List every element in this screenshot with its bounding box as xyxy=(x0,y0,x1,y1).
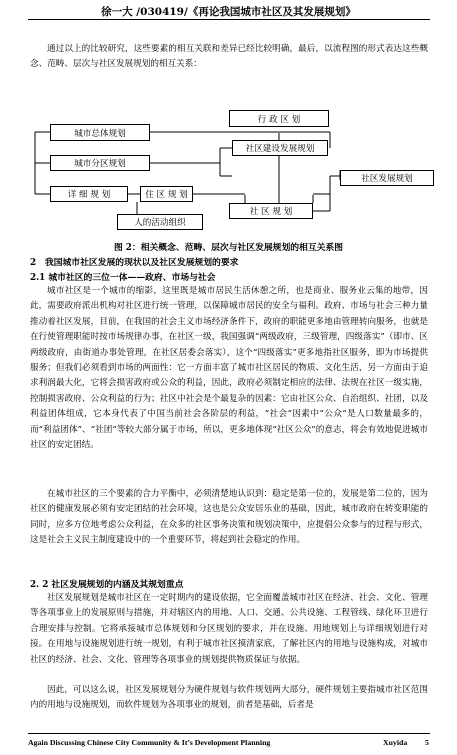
section-2-1-paragraph-1: 城市社区是一个城市的缩影，这里既是城市居民生活休憩之所，也是商业、服务业云集的地带，因此，需要政府派出机构对社区进行统一管理，以保障城市居民的安全与福利。政府、市场与社会三种力量推动着社区发展，目前，在我国的社会主义市场经济条件下，政府的职能更多地由管理转向服务，也就是在行使管理职能时按市场规律办事，在社区一级，我国强调“两级政府，三级管理，四级落实”（即市、区两级政府，由街道办事处管理，在社区居委会落实），这个“四级落实”更多地指社区服务，即为市场提供服务；但我们必须看到市场的两面性：它一方面丰富了城市社区居民的物质、文化生活，另一方面由于追求利润最大化，它将会损害政府或公众的利益，因此，政府必须制定相应的法律、法规在社区一级实施，控制损害政府、公众利益的行为；社区中社会是个最复杂的因素：它由社区公众、自治组织、社团，以及利益团体组成，它本身代表了中国当前社会各阶层的利益，“社会”因素中“公众”是人口数量最多的，而“利益团体”、“社团”等较大部分属于市场，所以，更多地体现“社区公众”的意志，将会有效地促进城市社区的安定团结。 xyxy=(30,286,428,451)
section-2-heading: 2 我国城市社区发展的现状以及社区发展规划的要求 xyxy=(30,258,239,268)
footer-rule xyxy=(28,733,430,734)
section-2-2-paragraph-2: 因此，可以这么说，社区发展规划分为硬件规划与软件规划两大部分，硬件规划主要指城市社区范围内的用地与设施规划，而软件规划为各项事业的规划，前者是基础，后者是 xyxy=(30,685,428,711)
community-building-plan-box: 社区建设发展规划 xyxy=(232,140,328,156)
admin-district-box: 行 政 区 划 xyxy=(229,110,329,127)
footer-author: Xuyida xyxy=(383,738,408,747)
page-header: 徐一大 /030419/《再论我国城市社区及其发展规划》 xyxy=(101,6,356,18)
section-2-2-paragraph-1: 社区发展规划是城市社区在一定时期内的建设依据，它全面覆盖城市社区在经济、社会、文化、管理等各项事业上的发展原则与措施，并对辖区内的用地、人口、交通、公共设施、工程管线、绿化环卫进行合理安排与控制。它将承接城市总体规划和分区规划的要求，并在设施、用地规划上与详细规划进行对接。在用地与设施规划进行统一规划，有利于城市社区摸清家底，了解社区内的用地与设施构成，对城市社区的经济、社会、文化、管理等各项事业的规划提供物质保证与依据。 xyxy=(30,593,428,665)
residential-plan-box: 住 区 规 划 xyxy=(140,186,193,202)
city-master-plan-box: 城市总体规划 xyxy=(50,124,150,141)
figure-caption: 图 2：相关概念、范畴、层次与社区发展规划的相互关系图 xyxy=(113,243,344,253)
footer-title: Again Discussing Chinese City Community & It’s Development Planning xyxy=(28,738,271,747)
detailed-plan-box: 详 细 规 划 xyxy=(50,186,128,202)
section-2-1-heading: 2.1 城市社区的三位一体——政府、市场与社会 xyxy=(30,273,216,283)
section-2-1-paragraph-2: 在城市社区的三个要素的合力平衡中，必须清楚地认识到：稳定是第一位的，发展是第二位的，因为社区的健康发展必须有安定团结的社会环境，这也是公众安居乐业的基础，因此，城市政府在转变职能的同时，应多方位地考虑公众利益，在众多的社区事务决策和规划决策中，应提倡公众参与的过程与形式，这是社会主义民主制度建设中的一个重要环节，将起到社会稳定的作用。 xyxy=(30,489,428,546)
human-activity-org-box: 人的活动组织 xyxy=(117,214,203,230)
community-zoning-box: 社 区 规 划 xyxy=(229,203,313,219)
page-number: 5 xyxy=(425,738,429,747)
section-2-2-heading: 2. 2 社区发展规划的内涵及其规划重点 xyxy=(30,580,184,590)
community-dev-plan-box: 社区发展规划 xyxy=(340,170,434,186)
city-district-plan-box: 城市分区规划 xyxy=(50,155,150,171)
intro-paragraph: 通过以上的比较研究，这些要素的相互关联和差异已经比较明确，最后，以流程图的形式表达这些概念、范畴、层次与社区发展规划的相互关系： xyxy=(30,44,428,70)
